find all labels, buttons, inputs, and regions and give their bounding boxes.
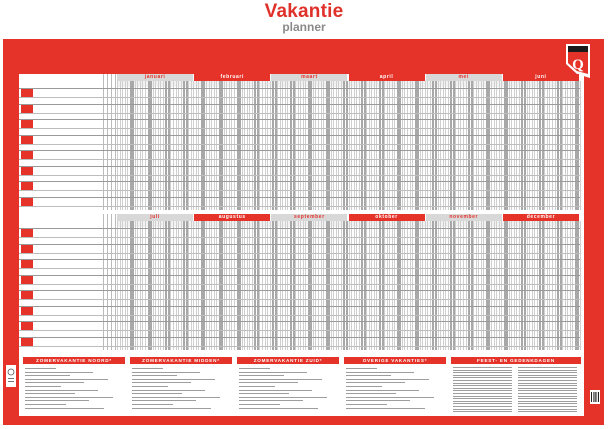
row-marker	[21, 229, 33, 237]
row-line	[19, 337, 580, 338]
row-line	[19, 97, 580, 98]
row-marker	[21, 307, 33, 315]
row-line	[19, 113, 580, 114]
text-line	[518, 380, 577, 381]
text-line	[25, 382, 84, 383]
text-line	[132, 408, 211, 409]
text-line	[518, 375, 577, 376]
text-line	[518, 367, 577, 368]
row-line	[19, 275, 580, 276]
row-marker	[21, 338, 33, 346]
row-line	[19, 88, 580, 89]
month-header: juni	[503, 74, 579, 81]
text-line	[518, 372, 577, 373]
quantore-logo-icon	[565, 44, 591, 78]
footer-section-zuid	[237, 357, 339, 414]
planner-sheet	[19, 74, 584, 416]
barcode-icon	[590, 390, 600, 404]
text-line	[518, 370, 577, 371]
row-marker	[21, 120, 33, 128]
text-line	[239, 400, 303, 401]
grid-second-half	[19, 214, 584, 350]
month-header: juli	[117, 214, 193, 221]
row-line	[19, 244, 580, 245]
footer-section-overige	[344, 357, 446, 414]
text-line	[453, 385, 512, 386]
text-line	[518, 383, 577, 384]
text-line	[239, 397, 327, 398]
text-line	[518, 401, 577, 402]
row-line	[19, 237, 580, 238]
text-line	[132, 400, 196, 401]
row-line	[19, 346, 580, 347]
text-line	[453, 375, 512, 376]
row-line	[19, 166, 580, 167]
text-line	[239, 390, 312, 391]
row-line	[19, 290, 580, 291]
row-line	[19, 144, 580, 145]
text-line	[518, 385, 577, 386]
row-line	[19, 206, 580, 207]
text-line	[239, 368, 270, 369]
text-line	[346, 386, 382, 387]
month-header: november	[426, 214, 502, 221]
row-line	[19, 315, 580, 316]
text-line	[453, 403, 512, 404]
text-line	[132, 379, 215, 380]
row-line	[19, 253, 580, 254]
text-line	[453, 388, 512, 389]
text-line	[453, 377, 512, 378]
text-line	[518, 403, 577, 404]
row-line	[19, 306, 580, 307]
month-header: oktober	[349, 214, 425, 221]
row-marker	[21, 182, 33, 190]
text-line	[518, 390, 577, 391]
text-line	[518, 398, 577, 399]
month-header: september	[271, 214, 347, 221]
text-line	[346, 397, 434, 398]
text-line	[518, 406, 577, 407]
text-line	[518, 396, 577, 397]
row-marker	[21, 322, 33, 330]
text-line	[346, 408, 425, 409]
text-line	[453, 396, 512, 397]
text-line	[453, 398, 512, 399]
text-line	[239, 372, 307, 373]
row-line	[19, 128, 580, 129]
text-line	[453, 372, 512, 373]
month-header: maart	[271, 74, 347, 81]
page-title: Vakantie	[264, 1, 344, 22]
text-line	[25, 372, 93, 373]
row-line	[19, 190, 580, 191]
month-header: januari	[117, 74, 193, 81]
text-line	[346, 382, 405, 383]
text-line	[346, 393, 396, 394]
text-line	[239, 379, 322, 380]
row-line	[19, 119, 580, 120]
text-line	[346, 379, 429, 380]
text-line	[25, 368, 56, 369]
text-line	[132, 375, 177, 376]
text-line	[518, 409, 577, 410]
text-line	[25, 408, 104, 409]
text-line	[453, 380, 512, 381]
recycle-icon	[6, 365, 16, 387]
row-line	[19, 104, 580, 105]
text-line	[25, 404, 66, 405]
row-marker	[21, 291, 33, 299]
text-line	[132, 393, 182, 394]
text-line	[132, 386, 168, 387]
grid-first-half	[19, 74, 584, 210]
text-line	[132, 382, 191, 383]
month-header: april	[349, 74, 425, 81]
row-marker	[21, 151, 33, 159]
text-line	[132, 372, 200, 373]
text-line	[453, 401, 512, 402]
text-line	[239, 404, 280, 405]
row-line	[19, 299, 580, 300]
text-line	[453, 383, 512, 384]
page-subtitle: planner	[282, 20, 326, 34]
text-line	[25, 393, 75, 394]
section-title: OVERIGE VAKANTIES*	[344, 357, 446, 364]
text-line	[239, 393, 289, 394]
text-line	[346, 390, 419, 391]
text-line	[239, 382, 298, 383]
text-line	[453, 370, 512, 371]
row-marker	[21, 136, 33, 144]
footer-section-feestdagen	[451, 357, 581, 414]
text-line	[453, 409, 512, 410]
month-header: augustus	[194, 214, 270, 221]
text-line	[453, 393, 512, 394]
row-line	[19, 181, 580, 182]
text-line	[25, 386, 61, 387]
row-marker	[21, 198, 33, 206]
month-header: mei	[426, 74, 502, 81]
text-line	[518, 411, 577, 412]
text-line	[25, 379, 108, 380]
text-line	[239, 408, 318, 409]
text-line	[346, 372, 414, 373]
row-marker	[21, 167, 33, 175]
footer-section-noord	[23, 357, 125, 414]
row-line	[19, 228, 580, 229]
text-line	[132, 390, 205, 391]
text-line	[346, 368, 377, 369]
text-line	[453, 390, 512, 391]
row-marker	[21, 276, 33, 284]
text-line	[453, 367, 512, 368]
row-marker	[21, 260, 33, 268]
row-line	[19, 135, 580, 136]
row-line	[19, 268, 580, 269]
text-line	[518, 377, 577, 378]
section-title: ZOMERVAKANTIE MIDDEN*	[130, 357, 232, 364]
text-line	[453, 411, 512, 412]
text-line	[132, 397, 220, 398]
text-line	[239, 375, 284, 376]
text-line	[453, 406, 512, 407]
text-line	[25, 375, 70, 376]
month-header: december	[503, 214, 579, 221]
text-line	[346, 404, 387, 405]
text-line	[25, 390, 98, 391]
row-line	[19, 150, 580, 151]
day-column	[580, 81, 581, 210]
row-marker	[21, 245, 33, 253]
row-line	[19, 330, 580, 331]
text-line	[346, 400, 410, 401]
row-line	[19, 284, 580, 285]
section-title: ZOMERVAKANTIE NOORD*	[23, 357, 125, 364]
row-marker	[21, 89, 33, 97]
section-title: FEEST- EN GEDENKDAGEN	[451, 357, 581, 364]
row-marker	[21, 105, 33, 113]
section-title: ZOMERVAKANTIE ZUID*	[237, 357, 339, 364]
row-line	[19, 321, 580, 322]
footer-section-midden	[130, 357, 232, 414]
day-column	[580, 221, 581, 350]
row-line	[19, 159, 580, 160]
text-line	[346, 375, 391, 376]
text-line	[25, 397, 113, 398]
text-line	[518, 393, 577, 394]
row-line	[19, 175, 580, 176]
row-line	[19, 259, 580, 260]
text-line	[132, 404, 173, 405]
text-line	[239, 386, 275, 387]
row-line	[19, 197, 580, 198]
text-line	[25, 400, 89, 401]
month-header: februari	[194, 74, 270, 81]
text-line	[518, 388, 577, 389]
svg-text:Q: Q	[572, 57, 584, 73]
text-line	[132, 368, 163, 369]
